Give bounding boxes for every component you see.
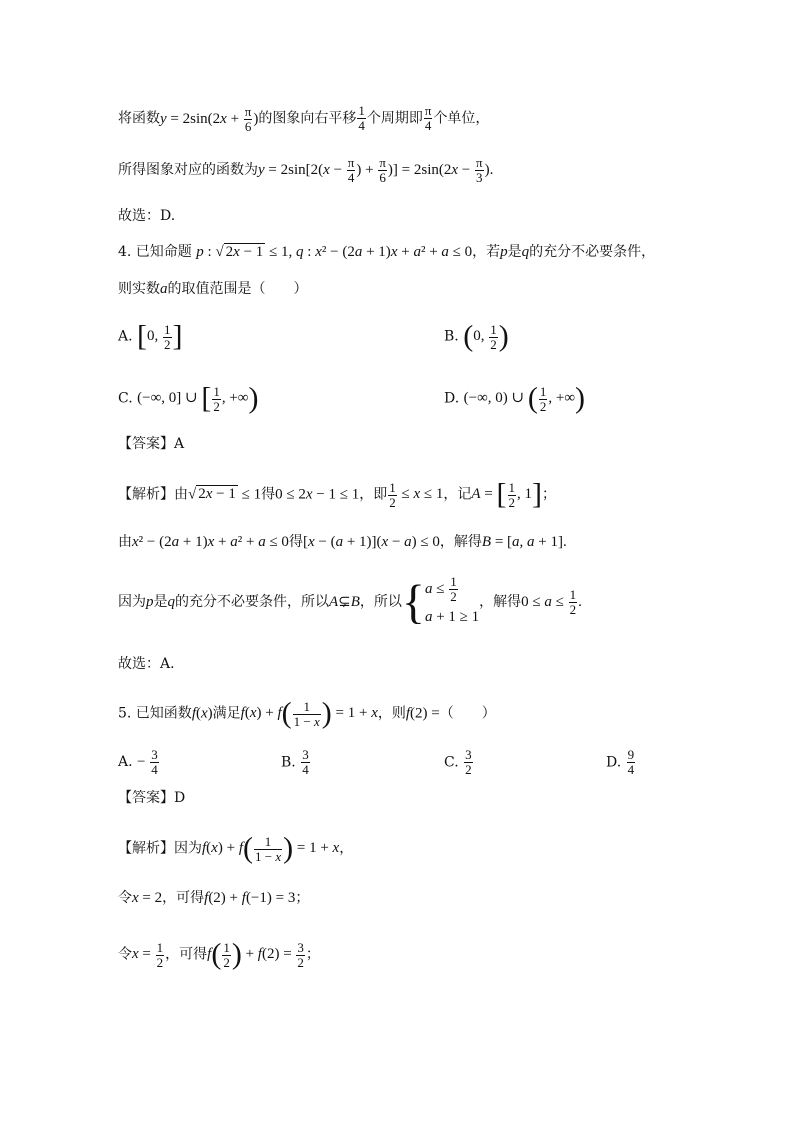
formula-system: { a ≤ $\frac{1}{2}$ a + 1 ≥ 1 bbox=[401, 574, 480, 629]
q4-option-b bbox=[444, 322, 509, 352]
q4-stem-line-1 bbox=[118, 242, 655, 262]
q5-option-b bbox=[281, 748, 311, 777]
analysis-label: 【解析】 bbox=[118, 840, 174, 857]
text: 则实数 bbox=[118, 281, 160, 297]
text: 令 bbox=[118, 946, 132, 963]
q4-answer: 【答案】A bbox=[118, 436, 185, 452]
text: ； bbox=[305, 946, 320, 963]
formula: f(x) + f( $\frac{1}{1 - x}$ ) = 1 + x bbox=[240, 697, 378, 730]
formula: f(x) bbox=[191, 705, 213, 722]
formula: x = $\frac{1}{2}$ bbox=[132, 939, 164, 970]
formula: $\frac{\pi}{4}$ bbox=[424, 103, 432, 133]
option-value: (−∞, 0) ∪ ( $\frac{1}{2}$ , +∞) bbox=[463, 382, 586, 415]
q5-option-c bbox=[444, 748, 474, 777]
formula: f(x) + f( $\frac{1}{1 - x}$ ) = 1 + x bbox=[202, 832, 340, 865]
formula: B = [a, a + 1]. bbox=[481, 534, 567, 550]
formula: f(2) = bbox=[405, 705, 440, 722]
option-label: C. bbox=[444, 754, 459, 771]
formula: A = [ $\frac{1}{2}$ , 1] bbox=[471, 478, 542, 511]
formula: a bbox=[160, 281, 168, 297]
text: 个单位， bbox=[433, 110, 490, 127]
prev-line-1 bbox=[118, 104, 489, 134]
text: ，记 bbox=[443, 486, 472, 503]
q4-analysis-line-2 bbox=[118, 532, 567, 552]
q4-stem-line-2 bbox=[118, 279, 308, 299]
q5-option-a bbox=[118, 748, 160, 777]
q4-option-a bbox=[118, 322, 183, 352]
option-label: D. bbox=[444, 390, 460, 407]
text: ； bbox=[295, 890, 310, 906]
text: 由 bbox=[174, 486, 188, 503]
formula: p bbox=[146, 594, 154, 610]
q4-conclusion: 故选：A. bbox=[118, 656, 175, 672]
formula: f(2) + f(−1) = 3 bbox=[204, 890, 296, 906]
option-value: [0, $\frac{1}{2}$ ] bbox=[137, 320, 183, 353]
text: ，若 bbox=[472, 244, 501, 260]
text: 将函数 bbox=[118, 110, 160, 127]
text: 是 bbox=[153, 594, 168, 610]
text: 是 bbox=[507, 244, 522, 260]
option-value: (0, $\frac{1}{2}$ ) bbox=[463, 320, 509, 353]
text: 个周期即 bbox=[366, 110, 423, 127]
text: 4. 已知命题 bbox=[118, 244, 192, 260]
text: ； bbox=[542, 486, 556, 503]
option-label: A. bbox=[118, 753, 133, 770]
text: ，解得 bbox=[439, 534, 482, 550]
q4-option-d bbox=[444, 384, 585, 414]
formula: q bbox=[167, 594, 175, 610]
formula: √ 2x − 1 ≤ 1 bbox=[188, 486, 262, 503]
option-value: $\frac{3}{4}$ bbox=[302, 747, 309, 777]
text: ，可得 bbox=[162, 890, 205, 906]
text: 的图象向右平移 bbox=[258, 110, 357, 127]
option-label: B. bbox=[444, 328, 459, 345]
text: 由 bbox=[118, 534, 132, 550]
formula: [x − (a + 1)](x − a) ≤ 0 bbox=[302, 534, 440, 550]
text: ，所以 bbox=[359, 594, 402, 610]
formula: f( $\frac{1}{2}$ ) + f(2) = $\frac{3}{2}$ bbox=[207, 938, 304, 971]
q5-stem bbox=[118, 699, 496, 729]
text: ，则 bbox=[377, 705, 406, 722]
text: （ ） bbox=[439, 705, 496, 722]
formula: $\frac{1}{4}$ bbox=[358, 103, 365, 133]
formula: $\frac{1}{2}$ ≤ x ≤ 1 bbox=[389, 479, 444, 510]
text: 因为 bbox=[174, 840, 202, 857]
option-value: $\frac{3}{2}$ bbox=[465, 747, 472, 777]
formula: y = 2sin[2(x − $\frac{\pi}{4}$ ) + $\frac{\pi}{6}$ )] = 2sin(2x − $\frac{\pi}{3}$ ). bbox=[258, 155, 494, 185]
prev-line-2 bbox=[118, 156, 493, 185]
formula: y = 2sin(2x + $\frac{\pi}{6}$ ) bbox=[160, 103, 259, 134]
text: 5. 已知函数 bbox=[118, 705, 192, 722]
text: 得 bbox=[261, 486, 276, 503]
text: ，即 bbox=[359, 486, 388, 503]
option-label: B. bbox=[281, 754, 296, 771]
option-value: $\frac{9}{4}$ bbox=[627, 747, 635, 777]
text: 所得图象对应的函数为 bbox=[118, 161, 258, 178]
text: 因为 bbox=[118, 594, 146, 610]
prev-conclusion: 故选：D. bbox=[118, 208, 176, 224]
q5-analysis-line-3 bbox=[118, 940, 320, 970]
option-value: − $\frac{3}{4}$ bbox=[137, 747, 158, 777]
q5-option-d bbox=[606, 748, 636, 777]
formula: x² − (2a + 1)x + a² + a ≤ 0 bbox=[132, 534, 289, 550]
option-label: D. bbox=[606, 754, 622, 771]
text: ，解得 bbox=[479, 594, 522, 610]
formula: A⊊B bbox=[329, 594, 360, 610]
text: ， bbox=[339, 840, 354, 857]
q4-analysis-line-1 bbox=[118, 480, 556, 510]
option-value: (−∞, 0] ∪ [ $\frac{1}{2}$ , +∞) bbox=[137, 382, 259, 415]
text: 的充分不必要条件，所以 bbox=[175, 594, 329, 610]
q4-analysis-line-3 bbox=[118, 572, 582, 632]
formula: p bbox=[500, 244, 508, 260]
option-label: C. bbox=[118, 390, 133, 407]
q5-analysis-line-2 bbox=[118, 888, 309, 908]
q5-answer: 【答案】D bbox=[118, 790, 186, 806]
text: 令 bbox=[118, 890, 132, 906]
text: ，可得 bbox=[165, 946, 208, 963]
text: 的充分不必要条件， bbox=[529, 244, 656, 260]
formula: 0 ≤ 2x − 1 ≤ 1 bbox=[275, 486, 360, 503]
analysis-label: 【解析】 bbox=[118, 486, 174, 503]
formula: x = 2 bbox=[132, 890, 163, 906]
text: 满足 bbox=[212, 705, 241, 722]
text: 得 bbox=[288, 534, 303, 550]
q5-analysis-line-1 bbox=[118, 834, 353, 864]
text: 的取值范围是（ ） bbox=[167, 281, 308, 297]
formula: q bbox=[521, 244, 530, 260]
option-label: A. bbox=[118, 328, 133, 345]
formula: 0 ≤ a ≤ $\frac{1}{2}$ . bbox=[521, 587, 582, 618]
q4-option-c bbox=[118, 384, 259, 414]
formula: p : √ 2x − 1 ≤ 1, q : x² − (2a + 1)x + a² + a ≤ 0 bbox=[196, 244, 473, 260]
